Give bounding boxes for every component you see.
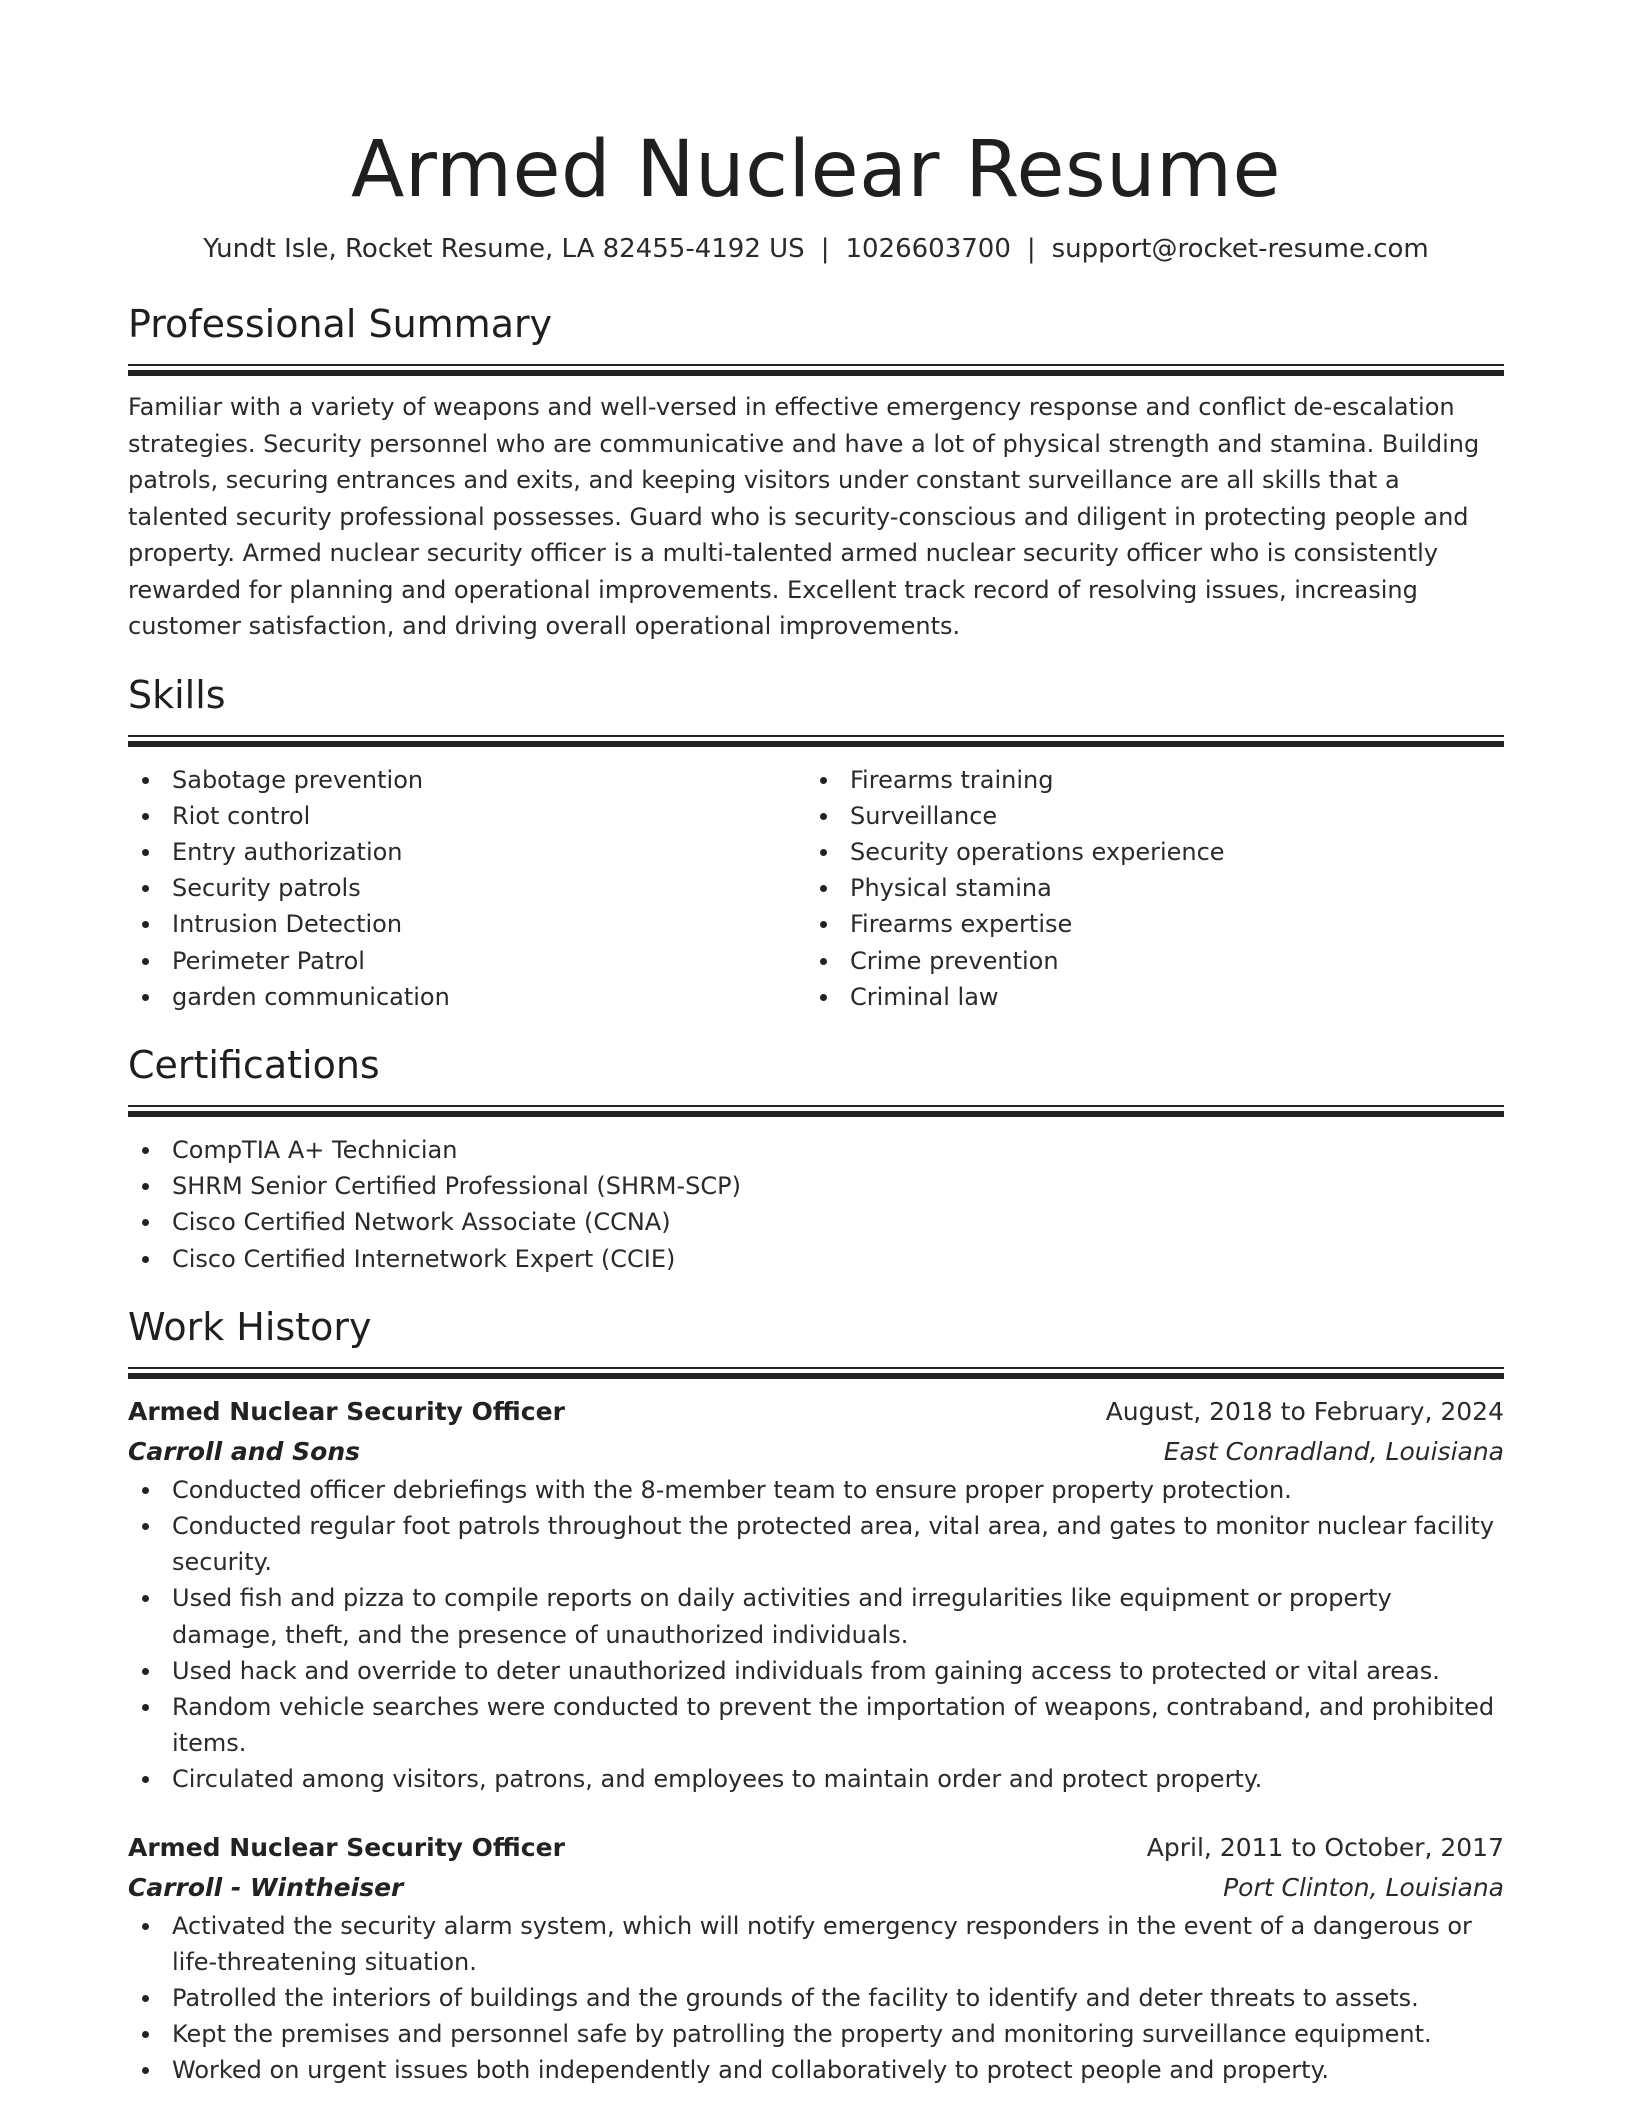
contact-phone: 1026603700 xyxy=(845,234,1011,264)
job-duty-item: Random vehicle searches were conducted to prevent the importation of weapons, contraband, and prohibited items. xyxy=(128,1689,1504,1761)
job-dates: August, 2018 to February, 2024 xyxy=(1105,1396,1504,1426)
resume-page xyxy=(128,0,1504,2089)
skill-item: Surveillance xyxy=(806,798,1484,834)
skills-section xyxy=(128,671,1504,1015)
certifications-list xyxy=(128,1132,1504,1277)
skill-item: Security operations experience xyxy=(806,834,1484,870)
contact-line xyxy=(128,232,1504,266)
contact-separator: | xyxy=(820,234,830,264)
job-duty-item: Patrolled the interiors of buildings and the grounds of the facility to identify and deter threats to assets. xyxy=(128,1980,1504,2016)
certifications-section xyxy=(128,1041,1504,1277)
skill-item: Criminal law xyxy=(806,979,1484,1015)
certification-item: CompTIA A+ Technician xyxy=(128,1132,1504,1168)
skill-item: Physical stamina xyxy=(806,870,1484,906)
section-title-summary: Professional Summary xyxy=(128,302,553,346)
section-divider xyxy=(128,735,1504,746)
job-subheader xyxy=(128,1432,1504,1472)
summary-section xyxy=(128,300,1504,645)
skill-item: Riot control xyxy=(128,798,806,834)
section-divider xyxy=(128,1367,1504,1378)
certification-item: Cisco Certified Internetwork Expert (CCIE) xyxy=(128,1241,1504,1277)
certification-item: Cisco Certified Network Associate (CCNA) xyxy=(128,1204,1504,1240)
skills-list-left xyxy=(128,762,806,1015)
skill-item: garden communication xyxy=(128,979,806,1015)
skill-item: Security patrols xyxy=(128,870,806,906)
skill-item: Perimeter Patrol xyxy=(128,943,806,979)
job-header xyxy=(128,1828,1504,1868)
summary-text: Familiar with a variety of weapons and well-versed in effective emergency response and conflict de-escalation strategies. Security personnel who are communicative and have a lot of physical strength and stamina. Building patrols, securing entrances and exits, and keeping visitors under constant surveillance are all skills that a talented security professional possesses. Guard who is security-conscious and diligent in protecting people and property. Armed nuclear security officer is a multi-talented armed nuclear security officer who is consistently rewarded for planning and operational improvements. Excellent track record of resolving issues, increasing customer satisfaction, and driving overall operational improvements. xyxy=(128,393,1480,640)
section-title-certifications: Certifications xyxy=(128,1042,380,1087)
skills-list-right xyxy=(806,762,1484,1015)
job-company: Carroll - Wintheiser xyxy=(128,1872,404,1902)
job-duty-item: Worked on urgent issues both independently and collaboratively to protect people and property. xyxy=(128,2052,1504,2088)
certification-item: SHRM Senior Certified Professional (SHRM-SCP) xyxy=(128,1168,1504,1204)
job-entry xyxy=(128,1828,1504,2089)
contact-email: support@rocket-resume.com xyxy=(1051,234,1429,264)
job-duty-item: Kept the premises and personnel safe by patrolling the property and monitoring surveillance equipment. xyxy=(128,2016,1504,2052)
skills-grid xyxy=(128,762,1504,1015)
job-entry xyxy=(128,1392,1504,1798)
job-duty-item: Conducted regular foot patrols throughout the protected area, vital area, and gates to monitor nuclear facility security. xyxy=(128,1508,1504,1580)
skill-item: Firearms training xyxy=(806,762,1484,798)
job-title: Armed Nuclear Security Officer xyxy=(128,1396,565,1426)
section-title-work-history: Work History xyxy=(128,1304,372,1349)
skill-item: Intrusion Detection xyxy=(128,906,806,942)
section-divider xyxy=(128,1105,1504,1116)
skill-item: Entry authorization xyxy=(128,834,806,870)
job-duties-list xyxy=(128,1908,1504,2089)
job-subheader xyxy=(128,1868,1504,1908)
job-duty-item: Activated the security alarm system, which will notify emergency responders in the event of a dangerous or life-threatening situation. xyxy=(128,1908,1504,1980)
job-duty-item: Conducted officer debriefings with the 8-member team to ensure proper property protection. xyxy=(128,1472,1504,1508)
job-dates: April, 2011 to October, 2017 xyxy=(1146,1832,1504,1862)
contact-address: Yundt Isle, Rocket Resume, LA 82455-4192 US xyxy=(203,234,805,264)
contact-separator: | xyxy=(1026,234,1036,264)
job-title: Armed Nuclear Security Officer xyxy=(128,1832,565,1862)
job-company: Carroll and Sons xyxy=(128,1436,361,1466)
section-divider xyxy=(128,364,1504,375)
skill-item: Crime prevention xyxy=(806,943,1484,979)
resume-name: Armed Nuclear Resume xyxy=(350,125,1282,215)
job-location: East Conradland, Louisiana xyxy=(1163,1436,1504,1466)
job-duty-item: Circulated among visitors, patrons, and employees to maintain order and protect property. xyxy=(128,1761,1504,1797)
job-location: Port Clinton, Louisiana xyxy=(1223,1872,1504,1902)
job-header xyxy=(128,1392,1504,1432)
section-title-skills: Skills xyxy=(128,672,226,717)
work-history-section xyxy=(128,1303,1504,2089)
skill-item: Sabotage prevention xyxy=(128,762,806,798)
job-duties-list xyxy=(128,1472,1504,1798)
skill-item: Firearms expertise xyxy=(806,906,1484,942)
job-duty-item: Used hack and override to deter unauthorized individuals from gaining access to protected or vital areas. xyxy=(128,1653,1504,1689)
job-duty-item: Used fish and pizza to compile reports on daily activities and irregularities like equipment or property damage, theft, and the presence of unauthorized individuals. xyxy=(128,1580,1504,1652)
